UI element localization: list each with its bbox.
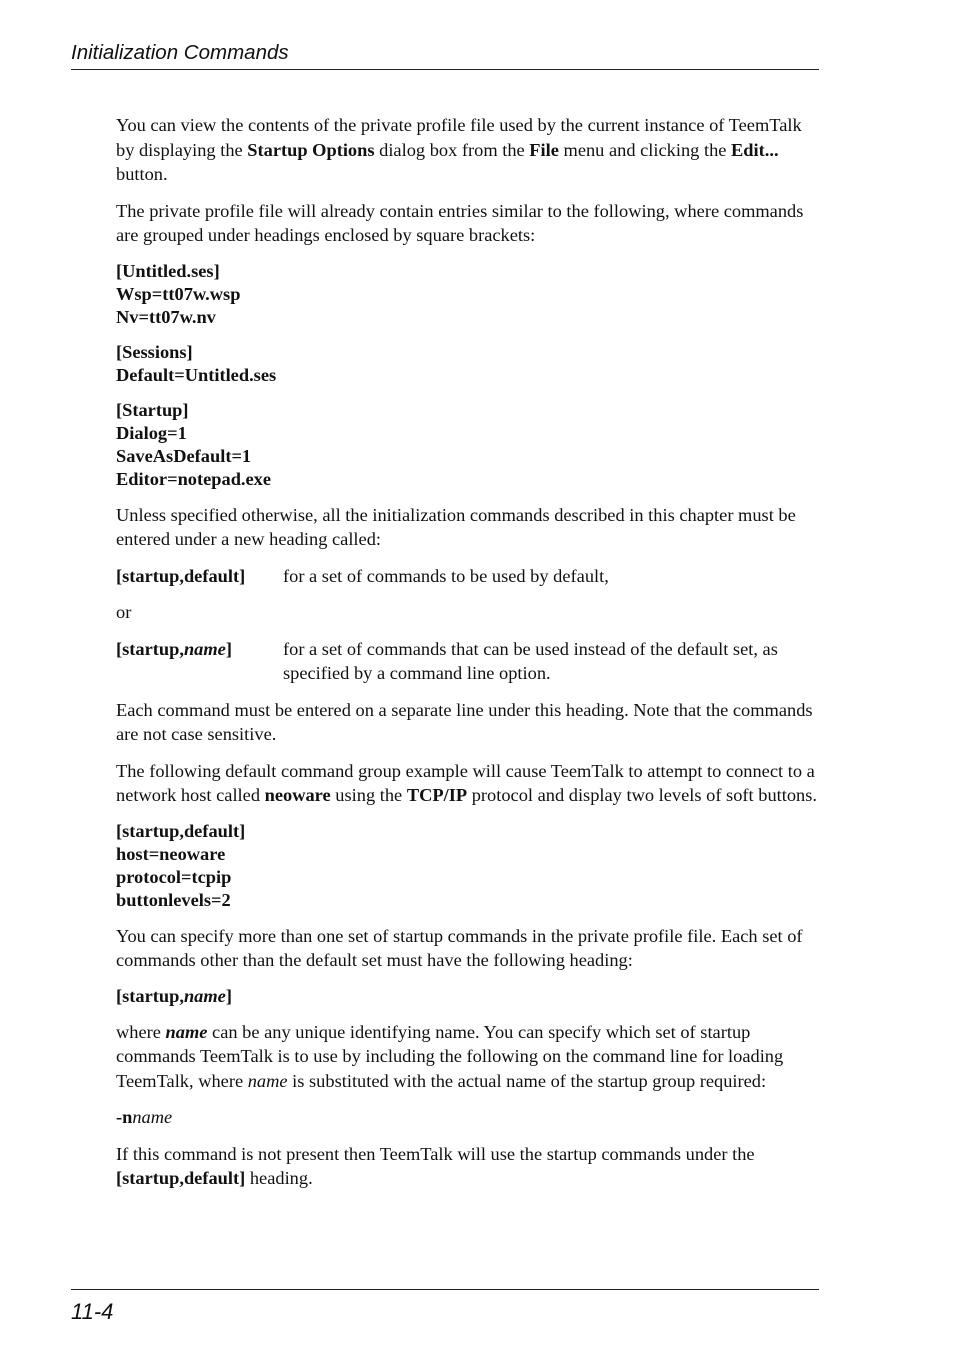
- case-sensitivity-paragraph: Each command must be entered on a separate line under this heading. Note that the commands are not case sensitive.: [116, 699, 813, 744]
- text: button.: [116, 164, 168, 184]
- code-line: buttonlevels=2: [116, 889, 231, 910]
- footer-divider: [71, 1289, 819, 1290]
- named-heading-example: [116, 985, 822, 1008]
- or-text: or: [116, 602, 132, 622]
- definition-startup-name: [116, 637, 822, 686]
- text: ]: [225, 985, 232, 1006]
- startup-options-term: Startup Options: [247, 139, 375, 160]
- default-fallback-paragraph: [116, 1142, 822, 1191]
- code-line: Wsp=tt07w.wsp: [116, 283, 241, 304]
- option-flag: -n: [116, 1107, 133, 1127]
- text: menu and clicking the: [558, 139, 732, 160]
- name-explanation-paragraph: [116, 1020, 822, 1094]
- code-line: protocol=tcpip: [116, 866, 232, 887]
- definition-description: for a set of commands to be used by default,: [283, 565, 609, 586]
- text: If this command is not present then TeemTalk will use the startup commands under the: [116, 1143, 755, 1164]
- startup-default-term: [startup,default]: [116, 1168, 246, 1188]
- definition-startup-default: [116, 564, 822, 589]
- profile-example-block-3: [116, 399, 822, 491]
- example-description-paragraph: [116, 759, 822, 808]
- page-body: [116, 113, 822, 1203]
- command-line-option: [116, 1105, 822, 1130]
- code-line: host=neoware: [116, 843, 226, 864]
- text: The following default command group example will cause TeemTalk to attempt to connect to a network host called: [116, 760, 815, 805]
- code-line: [Untitled.ses]: [116, 260, 220, 281]
- code-line: SaveAsDefault=1: [116, 445, 252, 466]
- text: ]: [225, 638, 232, 659]
- heading-instruction-paragraph: Unless specified otherwise, all the initialization commands described in this chapter must be entered under a new heading called:: [116, 504, 796, 549]
- multiple-sets-paragraph: You can specify more than one set of startup commands in the private profile file. Each set of commands other than the default set must have the following heading:: [116, 925, 803, 970]
- code-line: Dialog=1: [116, 422, 187, 443]
- text: heading.: [245, 1168, 313, 1188]
- text: You can view the contents of the private profile file used by the current instance of TeemTalk by displaying the: [116, 115, 802, 160]
- code-line: [startup,default]: [116, 820, 246, 841]
- page-number: 11-4: [71, 1299, 114, 1324]
- host-name-term: neoware: [264, 785, 331, 805]
- definition-description: for a set of commands that can be used instead of the default set, as specified by a command line option.: [283, 638, 778, 683]
- code-line: [Sessions]: [116, 341, 193, 362]
- text: [startup,: [116, 985, 184, 1006]
- file-menu-term: File: [529, 139, 559, 160]
- edit-button-term: Edit...: [731, 139, 779, 160]
- text: where: [116, 1021, 166, 1042]
- code-line: Default=Untitled.ses: [116, 364, 277, 385]
- text: dialog box from the: [374, 139, 530, 160]
- code-line: Nv=tt07w.nv: [116, 306, 216, 327]
- intro-paragraph: [116, 113, 822, 187]
- running-header: Initialization Commands: [71, 40, 819, 70]
- text: name: [183, 985, 226, 1006]
- text: protocol and display two levels of soft buttons.: [467, 785, 817, 805]
- profile-description-paragraph: The private profile file will already contain entries similar to the following, where commands are grouped under headings enclosed by square brackets:: [116, 200, 804, 245]
- text: using the: [330, 785, 407, 805]
- profile-example-block-1: [116, 260, 822, 329]
- definition-term: [startup,default]: [116, 565, 246, 586]
- name-term: name: [165, 1021, 208, 1042]
- code-line: [Startup]: [116, 399, 189, 420]
- text: [startup,: [116, 638, 184, 659]
- profile-example-block-2: [116, 341, 822, 387]
- definition-term: [116, 637, 283, 686]
- name-term: name: [247, 1070, 288, 1091]
- text: is substituted with the actual name of the startup group required:: [287, 1070, 767, 1091]
- code-line: Editor=notepad.exe: [116, 468, 272, 489]
- protocol-term: TCP/IP: [406, 785, 468, 805]
- text: can be any unique identifying name. You can specify which set of startup commands TeemTalk is to use by including the following on the command line for loading TeemTalk, where: [116, 1021, 784, 1091]
- text: name: [183, 638, 226, 659]
- option-argument: name: [132, 1107, 173, 1127]
- startup-example-block: [116, 820, 822, 912]
